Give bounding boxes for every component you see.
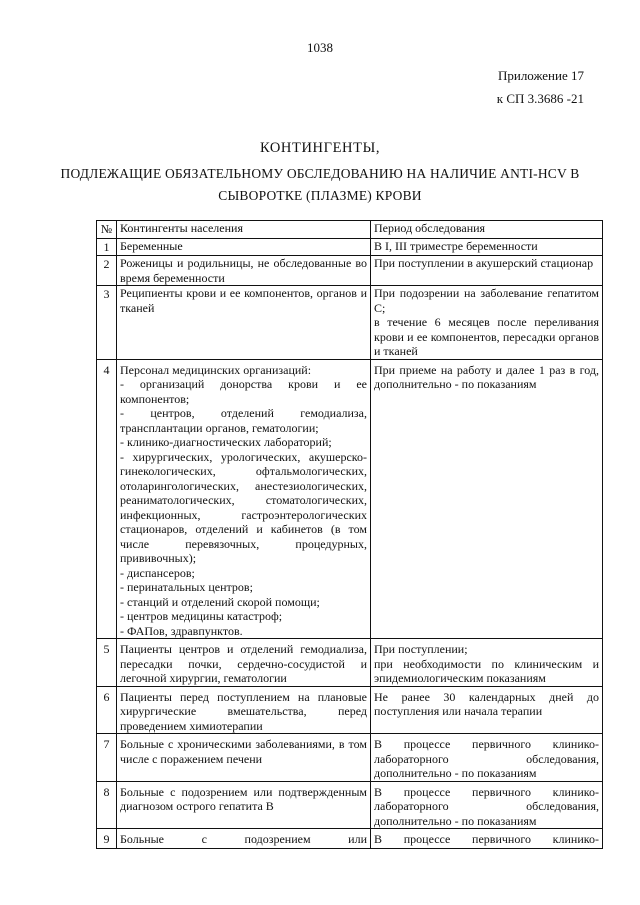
table-row <box>97 238 603 256</box>
table-row <box>97 829 603 849</box>
page-number: 1038 <box>307 40 333 55</box>
contingent-line: - клинико-диагностических лабораторий; <box>120 435 332 449</box>
appendix-reference: к СП 3.3686 -21 <box>496 91 584 106</box>
contingent-line: - перинатальных центров; <box>120 580 253 594</box>
row-number: 6 <box>97 686 117 734</box>
document-subtitle-line-1: ПОДЛЕЖАЩИЕ ОБЯЗАТЕЛЬНОМУ ОБСЛЕДОВАНИЮ НА НАЛИЧИЕ ANTI-HCV В <box>60 166 580 181</box>
row-number: 8 <box>97 781 117 829</box>
table-row <box>97 286 603 360</box>
contingent-line: - хирургических, урологических, акушерско-гинекологических, офтальмологических, отоларингологических, анестезиологических, реаниматологических, стоматологических, инфекционных, гастроэнтерологических стационаров, отделений и кабинетов (в том числе перевязочных, процедурных, прививочных); <box>120 449 367 565</box>
table-row <box>97 256 603 286</box>
row-number: 9 <box>97 829 117 849</box>
row-period: В I, III триместре беременности <box>371 238 603 256</box>
row-contingent: Пациенты перед поступлением на плановые хирургические вмешательства, перед проведением химиотерапии <box>117 686 371 734</box>
contingent-line: - организаций донорства крови и ее компонентов; <box>120 377 367 406</box>
table-row <box>97 781 603 829</box>
header-period: Период обследования <box>371 221 603 239</box>
table-header-row <box>97 221 603 239</box>
row-number: 5 <box>97 639 117 687</box>
header-contingent: Контингенты населения <box>117 221 371 239</box>
row-contingent: Роженицы и родильницы, не обследованные во время беременности <box>117 256 371 286</box>
row-number: 2 <box>97 256 117 286</box>
table-row <box>97 734 603 782</box>
row-period: В процессе первичного клинико-лабораторного обследования, дополнительно - по показаниям <box>371 781 603 829</box>
contingent-line: - диспансеров; <box>120 565 195 580</box>
row-number: 3 <box>97 286 117 360</box>
row-period <box>371 639 603 687</box>
contingent-line: - центров медицины катастроф; <box>120 609 283 623</box>
row-contingent: Больные с подозрением или подтвержденным диагнозом острого гепатита В <box>117 781 371 829</box>
contingents-table <box>96 220 603 849</box>
table-row <box>97 639 603 687</box>
period-line: При поступлении; <box>374 642 468 656</box>
row-contingent <box>117 829 371 849</box>
table-row <box>97 686 603 734</box>
table-row <box>97 359 603 639</box>
row-contingent: Беременные <box>117 238 371 256</box>
row-period: При поступлении в акушерский стационар <box>371 256 603 286</box>
row-period <box>371 829 603 849</box>
contingent-line: - станций и отделений скорой помощи; <box>120 594 320 609</box>
row-period: При приеме на работу и далее 1 раз в год, дополнительно - по показаниям <box>371 359 603 639</box>
row-number: 1 <box>97 238 117 256</box>
period-line: При подозрении на заболевание гепатитом С; <box>374 286 599 315</box>
contingent-line: Персонал медицинских организаций: <box>120 362 312 377</box>
period-line: В процессе первичного клинико- <box>374 832 599 846</box>
period-line: при необходимости по клиническим и эпидемиологическим показаниям <box>374 656 599 685</box>
row-period <box>371 286 603 360</box>
period-line: в течение 6 месяцев после переливания крови и ее компонентов, пересадки органов и тканей <box>374 315 599 358</box>
row-number: 7 <box>97 734 117 782</box>
row-contingent: Больные с хроническими заболеваниями, в том числе с поражением печени <box>117 734 371 782</box>
row-number: 4 <box>97 359 117 639</box>
document-title: КОНТИНГЕНТЫ, <box>259 140 381 156</box>
contingent-line: Больные с подозрением или <box>120 832 367 846</box>
row-period: Не ранее 30 календарных дней до поступления или начала терапии <box>371 686 603 734</box>
row-contingent <box>117 359 371 639</box>
document-subtitle-line-2: СЫВОРОТКЕ (ПЛАЗМЕ) КРОВИ <box>218 188 422 203</box>
contingent-line: - центров, отделений гемодиализа, трансплантации органов, гематологии; <box>120 406 367 435</box>
contingent-line: - ФАПов, здравпунктов. <box>120 623 243 638</box>
row-period: В процессе первичного клинико-лабораторного обследования, дополнительно - по показаниям <box>371 734 603 782</box>
row-contingent: Пациенты центров и отделений гемодиализа, пересадки почки, сердечно-сосудистой и легочной хирургии, гематологии <box>117 639 371 687</box>
row-contingent: Реципиенты крови и ее компонентов, органов и тканей <box>117 286 371 360</box>
header-num: № <box>97 221 117 239</box>
appendix-label: Приложение 17 <box>497 68 584 83</box>
